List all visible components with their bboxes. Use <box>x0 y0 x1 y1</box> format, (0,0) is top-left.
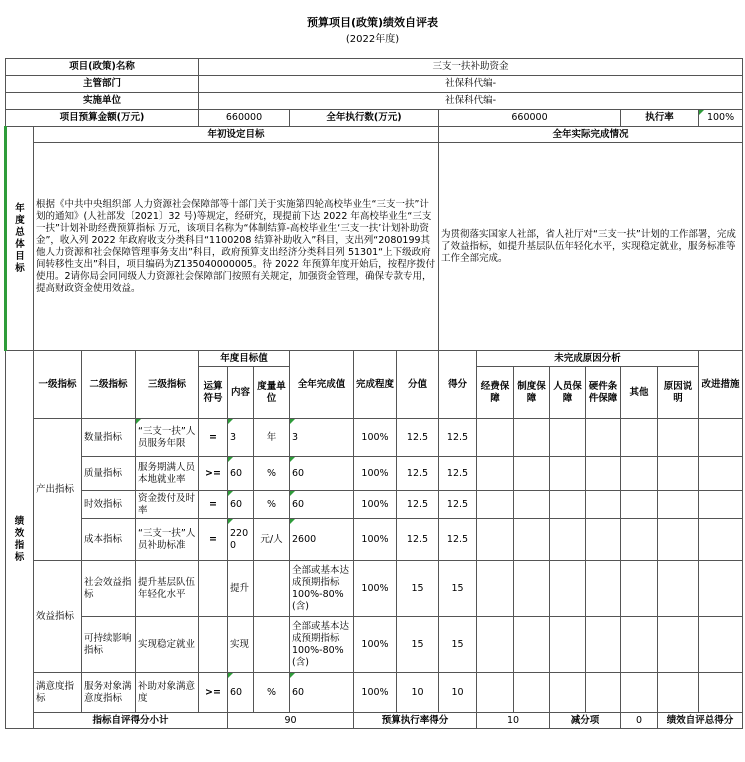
dept-label: 主管部门 <box>6 76 199 93</box>
col-reason-3: 人员保障 <box>550 367 586 419</box>
lv2-cell: 服务对象满意度指标 <box>82 673 136 713</box>
goals-side-label: 年 度 总 体 目 标 <box>6 127 34 351</box>
subtotal-label: 指标自评得分小计 <box>34 713 228 729</box>
lv3-cell: 实现稳定就业 <box>136 617 199 673</box>
goals-actual-text: 为贯彻落实国家人社部，省人社厅对“三支一扶”计划的工作部署，完成了效益指标，如提升基层队伍年轻化水平，实现稳定就业，服务标准等工作全部完成。 <box>439 143 743 351</box>
op-cell: >= <box>199 457 228 491</box>
row-project-name <box>6 59 743 76</box>
col-content: 内容 <box>228 367 254 419</box>
degree-cell: 100% <box>354 673 397 713</box>
exec-score-label: 预算执行率得分 <box>354 713 477 729</box>
lv1-benefit: 效益指标 <box>34 561 82 673</box>
full-cell: 全部或基本达成预期指标100%-80%(含) <box>290 561 354 617</box>
lv2-cell: 质量指标 <box>82 457 136 491</box>
table-row <box>6 491 743 519</box>
col-score: 分值 <box>397 351 439 419</box>
goals-actual-header: 全年实际完成情况 <box>439 127 743 143</box>
lv3-cell: 资金拨付及时率 <box>136 491 199 519</box>
op-cell: = <box>199 491 228 519</box>
row-dept <box>6 76 743 93</box>
full-cell: 60 <box>290 491 354 519</box>
table-row <box>6 673 743 713</box>
lv1-output: 产出指标 <box>34 419 82 561</box>
project-name-label: 项目(政策)名称 <box>6 59 199 76</box>
full-cell: 全部或基本达成预期指标100%-80%(含) <box>290 617 354 673</box>
op-cell: = <box>199 419 228 457</box>
col-reason-1: 经费保障 <box>477 367 514 419</box>
score-cell: 12.5 <box>397 491 439 519</box>
got-cell: 15 <box>439 561 477 617</box>
unit-cell: 元/人 <box>254 519 290 561</box>
table-row <box>6 617 743 673</box>
exec-score-value: 10 <box>477 713 550 729</box>
table-row <box>6 457 743 491</box>
table-row <box>6 519 743 561</box>
goals-set-text: 根据《中共中央组织部 人力资源社会保障部等十部门关于实施第四轮高校毕业生“三支一扶”计划的通知》(人社部发〔2021〕32 号)等规定，经研究，现提前下达 2022 年高校毕业生“三支一扶”计划补助经费预算指标 万元，该项目名称为“体制结算-高校毕业生‘三支一扶’计划补助资金”，收入列 2022 年政府收支分类科目“1100208 结算补助收入”科目，支出列“2080199其他人力资源和社会保障管理事务支出”科目，政府预算支出经济分类科目列 51301“上下级政府间转移性支出”科目，项目编码为Z135040000005。待 2022 年预算年度开始后，按程序拨付使用。2请你局会同同级人力资源社会保障部门按照有关规定，加强资金管理，确保专款专用，提高财政资金使用效益。 <box>34 143 439 351</box>
sheet-year: (2022年度) <box>345 34 400 45</box>
budget-value: 660000 <box>199 110 290 127</box>
col-reason-5: 其他 <box>621 367 658 419</box>
full-cell: 2600 <box>290 519 354 561</box>
row-unit <box>6 93 743 110</box>
degree-cell: 100% <box>354 457 397 491</box>
unit-cell: % <box>254 673 290 713</box>
lv2-cell: 社会效益指标 <box>82 561 136 617</box>
lv2-cell: 数量指标 <box>82 419 136 457</box>
col-unit: 度量单位 <box>254 367 290 419</box>
unit-cell <box>254 561 290 617</box>
row-budget <box>6 110 743 127</box>
content-cell: 60 <box>228 457 254 491</box>
row-footer <box>6 713 743 729</box>
op-cell: = <box>199 519 228 561</box>
lv3-cell: 提升基层队伍年轻化水平 <box>136 561 199 617</box>
col-lv2: 二级指标 <box>82 351 136 419</box>
col-reason-2: 制度保障 <box>514 367 550 419</box>
dept-value: 社保科代编- <box>199 76 743 93</box>
col-full: 全年完成值 <box>290 351 354 419</box>
goals-set-header: 年初设定目标 <box>34 127 439 143</box>
unit-value: 社保科代编- <box>199 93 743 110</box>
lv3-cell: “三支一扶”人员服务年限 <box>136 419 199 457</box>
col-reason-4: 硬件条件保障 <box>586 367 621 419</box>
score-cell: 15 <box>397 617 439 673</box>
row-ind-header-1 <box>6 351 743 367</box>
degree-cell: 100% <box>354 491 397 519</box>
op-cell <box>199 561 228 617</box>
unit-label: 实施单位 <box>6 93 199 110</box>
rate-value: 100% <box>699 110 743 127</box>
evaluation-table <box>4 58 743 729</box>
score-cell: 12.5 <box>397 457 439 491</box>
table-row <box>6 561 743 617</box>
degree-cell: 100% <box>354 419 397 457</box>
score-cell: 12.5 <box>397 519 439 561</box>
col-op: 运算符号 <box>199 367 228 419</box>
got-cell: 10 <box>439 673 477 713</box>
got-cell: 12.5 <box>439 519 477 561</box>
lv3-cell: 补助对象满意度 <box>136 673 199 713</box>
got-cell: 12.5 <box>439 457 477 491</box>
col-degree: 完成程度 <box>354 351 397 419</box>
unit-cell: 年 <box>254 419 290 457</box>
subtotal-value: 90 <box>228 713 354 729</box>
col-got: 得分 <box>439 351 477 419</box>
lv2-cell: 成本指标 <box>82 519 136 561</box>
deduct-label: 减分项 <box>550 713 621 729</box>
col-improve: 改进措施 <box>699 351 743 419</box>
col-lv3: 三级指标 <box>136 351 199 419</box>
content-cell: 2200 <box>228 519 254 561</box>
degree-cell: 100% <box>354 519 397 561</box>
content-cell: 60 <box>228 673 254 713</box>
content-cell: 实现 <box>228 617 254 673</box>
full-cell: 3 <box>290 419 354 457</box>
budget-label: 项目预算金额(万元) <box>6 110 199 127</box>
lv3-cell: 服务期满人员本地就业率 <box>136 457 199 491</box>
unit-cell: % <box>254 457 290 491</box>
deduct-value: 0 <box>621 713 658 729</box>
degree-cell: 100% <box>354 561 397 617</box>
rate-label: 执行率 <box>621 110 699 127</box>
exec-value: 660000 <box>439 110 621 127</box>
op-cell <box>199 617 228 673</box>
total-label: 绩效自评总得分 <box>658 713 743 729</box>
got-cell: 15 <box>439 617 477 673</box>
row-goals-header <box>6 127 743 143</box>
indicators-side-label: 绩 效 指 标 <box>6 351 34 729</box>
score-cell: 15 <box>397 561 439 617</box>
col-lv1: 一级指标 <box>34 351 82 419</box>
col-target-group: 年度目标值 <box>199 351 290 367</box>
content-cell: 3 <box>228 419 254 457</box>
sheet-title: 预算项目(政策)绩效自评表 <box>306 16 439 29</box>
full-cell: 60 <box>290 457 354 491</box>
unit-cell <box>254 617 290 673</box>
content-cell: 60 <box>228 491 254 519</box>
unit-cell: % <box>254 491 290 519</box>
lv2-cell: 可持续影响指标 <box>82 617 136 673</box>
col-reason-6: 原因说明 <box>658 367 699 419</box>
lv2-cell: 时效指标 <box>82 491 136 519</box>
lv1-satisfaction: 满意度指标 <box>34 673 82 713</box>
lv3-cell: “三支一扶”人员补助标准 <box>136 519 199 561</box>
score-cell: 10 <box>397 673 439 713</box>
op-cell: >= <box>199 673 228 713</box>
project-name-value: 三支一扶补助资金 <box>199 59 743 76</box>
score-cell: 12.5 <box>397 419 439 457</box>
table-row <box>6 419 743 457</box>
full-cell: 60 <box>290 673 354 713</box>
degree-cell: 100% <box>354 617 397 673</box>
got-cell: 12.5 <box>439 491 477 519</box>
exec-label: 全年执行数(万元) <box>290 110 439 127</box>
col-reason-group: 未完成原因分析 <box>477 351 699 367</box>
got-cell: 12.5 <box>439 419 477 457</box>
content-cell: 提升 <box>228 561 254 617</box>
row-goals-content <box>6 143 743 351</box>
